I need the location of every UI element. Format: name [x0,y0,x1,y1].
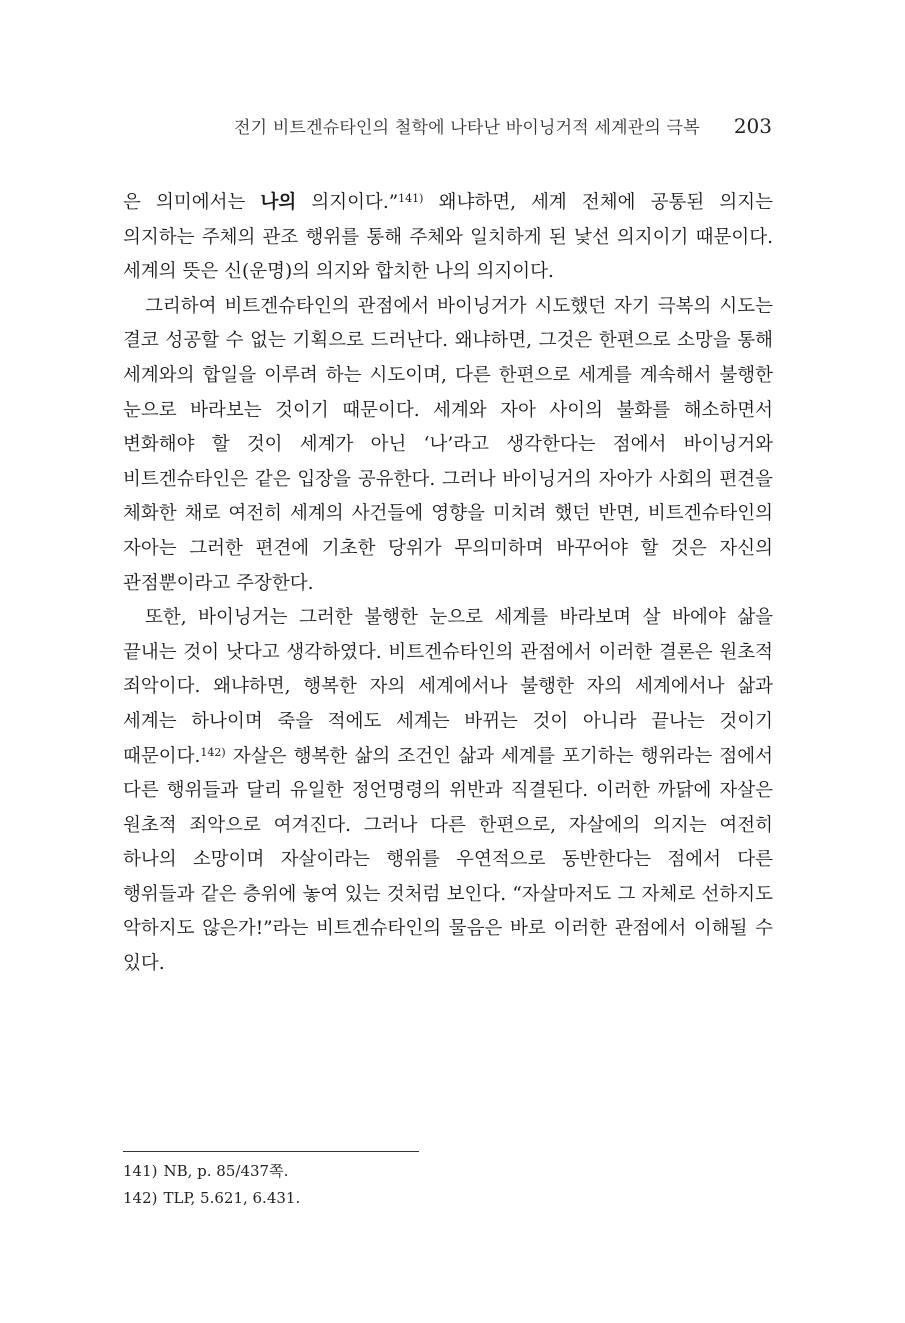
text-segment: 또한, 바이닝거는 그러한 불행한 눈으로 세계를 바라보며 살 바에야 삶을 끝내는 것이 낫다고 생각하였다. 비트겐슈타인의 관점에서 이러한 결론은 원초적 죄악이다. 왜냐하면, 행복한 자의 세계에서나 불행한 자의 세계에서나 삶과 세계는 하나이며 죽을 적에도 세계는 바뀌는 것이 아니라 끝나는 것이기 때문이다. [123,607,773,767]
footnote-141 [123,1158,773,1185]
page-number: 203 [733,114,772,138]
footnote-number: 141) [123,1162,158,1180]
running-header [180,113,772,143]
footnote-ref-141[interactable]: 141) [398,192,424,205]
paragraph [123,601,773,982]
footnote-text: NB, p. 85/437쪽. [163,1162,289,1180]
body-text [123,186,773,982]
paragraph [123,186,773,290]
text-segment: 그리하여 비트겐슈타인의 관점에서 바이닝거가 시도했던 자기 극복의 시도는 결코 성공할 수 없는 기획으로 드러난다. 왜냐하면, 그것은 한편으로 소망을 통해 세계와의 합일을 이루려 하는 시도이며, 다른 한편으로 세계를 계속해서 불행한 눈으로 바라보는 것이기 때문이다. 세계와 자아 사이의 불화를 해소하면서 변화해야 할 것이 세계가 아닌 ‘나’라고 생각한다는 점에서 바이닝거와 비트겐슈타인은 같은 입장을 공유한다. 그러나 바이닝거의 자아가 사회의 편견을 체화한 채로 여전히 세계의 사건들에 영향을 미치려 했던 반면, 비트겐슈타인의 자아는 그러한 편견에 기초한 당위가 무의미하며 바꾸어야 할 것은 자신의 관점뿐이라고 주장한다. [123,295,773,594]
footnote-divider [123,1151,419,1152]
running-title: 전기 비트겐슈타인의 철학에 나타난 바이닝거적 세계관의 극복 [234,118,700,138]
text-segment: 왜냐하면, 세계 전체에 공통된 의지는 의지하는 주체의 관조 행위를 통해 주체와 일치하게 된 낯선 의지이기 때문이다. 세계의 뜻은 신(운명)의 의지와 합치한 나의 의지이다. [123,192,773,283]
footnote-text: TLP, 5.621, 6.431. [163,1189,301,1207]
paragraph [123,290,773,601]
emphasis-text: 나의 [260,192,297,213]
text-segment: 의지이다.” [296,192,399,213]
footnotes [123,1158,773,1212]
footnote-ref-142[interactable]: 142) [200,745,226,759]
text-segment: 자살은 행복한 삶의 조건인 삶과 세계를 포기하는 행위라는 점에서 다른 행위들과 달리 유일한 정언명령의 위반과 직결된다. 이러한 까닭에 자살은 원초적 죄악으로 여겨진다. 그러나 다른 한편으로, 자살에의 의지는 여전히 하나의 소망이며 자살이라는 행위를 우연적으로 동반한다는 점에서 다른 행위들과 같은 층위에 놓여 있는 것처럼 보인다. “자살마저도 그 자체로 선하지도 악하지도 않은가!”라는 비트겐슈타인의 물음은 바로 이러한 관점에서 이해될 수 있다. [123,745,773,975]
text-segment: 은 의미에서는 [123,192,261,213]
footnote-number: 142) [123,1189,158,1207]
footnote-142 [123,1185,773,1212]
